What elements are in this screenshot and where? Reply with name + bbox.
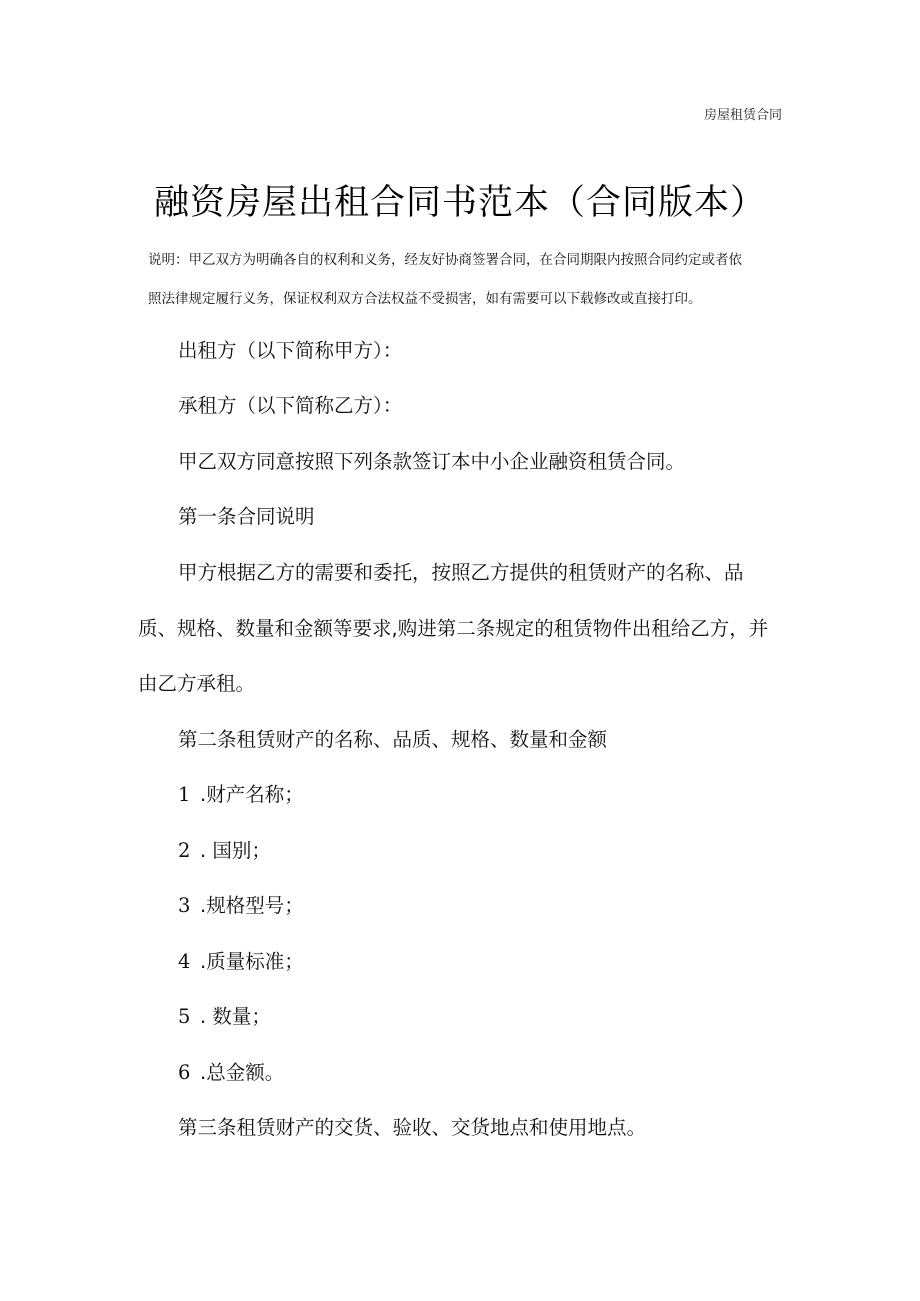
agreement-line: 甲乙双方同意按照下列条款签订本中小企业融资租赁合同。 [178, 450, 686, 473]
article-1-line-3: 由乙方承租。 [138, 672, 256, 695]
list-item-number: 4 [178, 950, 191, 973]
article-2-title: 第二条租赁财产的名称、品质、规格、数量和金额 [178, 728, 608, 751]
list-item-number: 6 [178, 1061, 191, 1084]
list-item-text: .财产名称； [200, 783, 304, 806]
list-item-number: 5 [178, 1005, 191, 1028]
list-item-number: 2 [178, 839, 191, 862]
article-3-title: 第三条租赁财产的交货、验收、交货地点和使用地点。 [178, 1116, 647, 1139]
list-item-text: .质量标准； [200, 950, 304, 973]
article-1-line-1: 甲方根据乙方的需要和委托，按照乙方提供的租赁财产的名称、品 [178, 561, 744, 584]
list-item [178, 837, 271, 865]
list-item-number: 3 [178, 894, 191, 917]
list-item [178, 948, 304, 976]
note-line-1: 说明：甲乙双方为明确各自的权利和义务，经友好协商签署合同，在合同期限内按照合同约定或者依 [148, 252, 742, 268]
article-1-title: 第一条合同说明 [178, 505, 315, 528]
list-item-text: .总金额。 [200, 1061, 285, 1084]
lessor-line: 出租方（以下简称甲方）： [178, 339, 403, 362]
lessee-line: 承租方（以下简称乙方）： [178, 394, 403, 417]
list-item [178, 892, 304, 920]
note-line-2: 照法律规定履行义务，保证权利双方合法权益不受损害，如有需要可以下载修改或直接打印。 [148, 291, 702, 307]
list-item-text: . 数量； [200, 1005, 271, 1028]
article-1-line-2: 质、规格、数量和金额等要求,购进第二条规定的租赁物件出租给乙方，并 [138, 617, 769, 640]
document-title: 融资房屋出租合同书范本（合同版本） [153, 183, 766, 223]
list-item-text: .规格型号； [200, 894, 304, 917]
list-item [178, 1059, 284, 1087]
list-item [178, 781, 304, 809]
list-item [178, 1003, 271, 1031]
running-header: 房屋租赁合同 [703, 108, 782, 123]
list-item-text: . 国别； [200, 839, 271, 862]
list-item-number: 1 [178, 783, 191, 806]
